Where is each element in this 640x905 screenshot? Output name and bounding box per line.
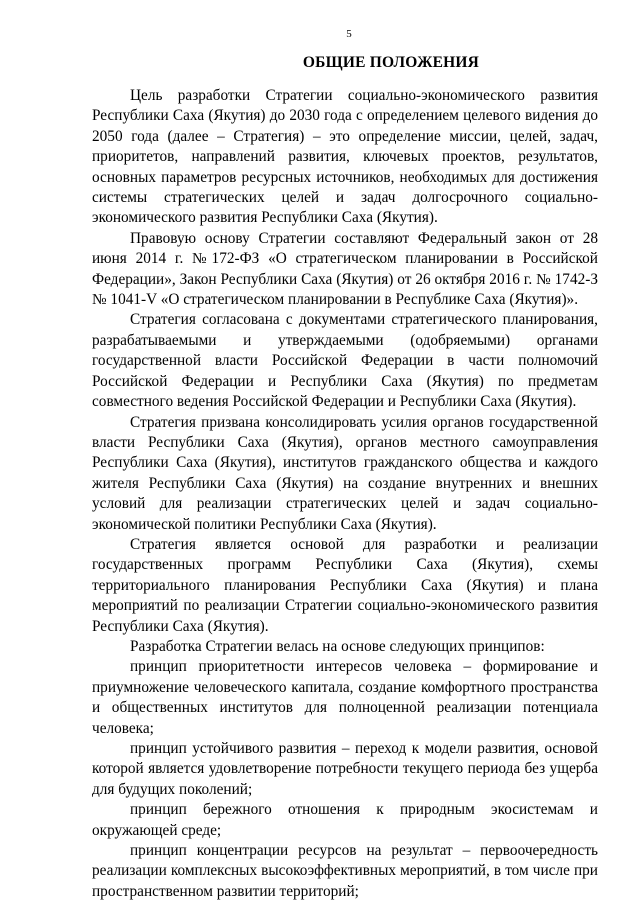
principle-item: принцип приоритетности интересов человека – формирование и приумножение человеческого капитала, создание комфортного пространства и общественных институтов для полноценной реализации потенциала человека; xyxy=(92,658,598,737)
principle-item: принцип бережного отношения к природным экосистемам и окружающей среде; xyxy=(92,801,598,839)
document-body xyxy=(92,86,598,902)
paragraph-legal-basis: Правовую основу Стратегии составляют Федеральный закон от 28 июня 2014 г. №172-ФЗ «О стратегическом планировании в Российской Федерации», Закон Республики Саха (Якутия) от 26 октября 2016 г. № 1742-З № 1041-V «О стратегическом планировании в Республике Саха (Якутия)». xyxy=(92,229,598,309)
paragraph-consolidation: Стратегия призвана консолидировать усилия органов государственной власти Республики Саха (Якутия), органов местного самоуправления Республики Саха (Якутия), институтов гражданского общества и каждого жителя Республики Саха (Якутия) на создание внутренних и внешних условий для реализации стратегических целей и задач социально-экономической политики Республики Саха (Якутия). xyxy=(92,413,598,533)
paragraph-coordination: Стратегия согласована с документами стратегического планирования, разрабатываемыми и утверждаемыми (одобряемыми) органами государственной власти Российской Федерации в части полномочий Российской Федерации и Республики Саха (Якутия) по предметам совместного ведения Российской Федерации и Республики Саха (Якутия). xyxy=(92,311,598,411)
document-page xyxy=(92,28,598,902)
principle-item: принцип устойчивого развития – переход к модели развития, основой которой является удовлетворение потребности текущего периода без ущерба для будущих поколений; xyxy=(92,740,598,798)
paragraph-principles-intro: Разработка Стратегии велась на основе следующих принципов: xyxy=(130,637,545,655)
paragraph-purpose: Цель разработки Стратегии социально-экономического развития Республики Саха (Якутия) до 2030 года с определением целевого видения до 2050 года (далее – Стратегия) – это определение миссии, целей, задач, приоритетов, направлений развития, ключевых проектов, результатов, основных параметров ресурсных источников, необходимых для достижения системы стратегических целей и задач долгосрочного социально-экономического развития Республики Саха (Якутия). xyxy=(92,87,598,227)
page-number: 5 xyxy=(346,28,352,40)
section-heading: ОБЩИЕ ПОЛОЖЕНИЯ xyxy=(302,54,480,71)
paragraph-foundation: Стратегия является основой для разработки и реализации государственных программ Республики Саха (Якутия), схемы территориального планирования Республики Саха (Якутия) и плана мероприятий по реализации Стратегии социально-экономического развития Республики Саха (Якутия). xyxy=(92,535,598,635)
principle-item: принцип концентрации ресурсов на результат – первоочередность реализации комплексных высокоэффективных мероприятий, в том числе при пространственном развитии территорий; xyxy=(92,842,598,900)
